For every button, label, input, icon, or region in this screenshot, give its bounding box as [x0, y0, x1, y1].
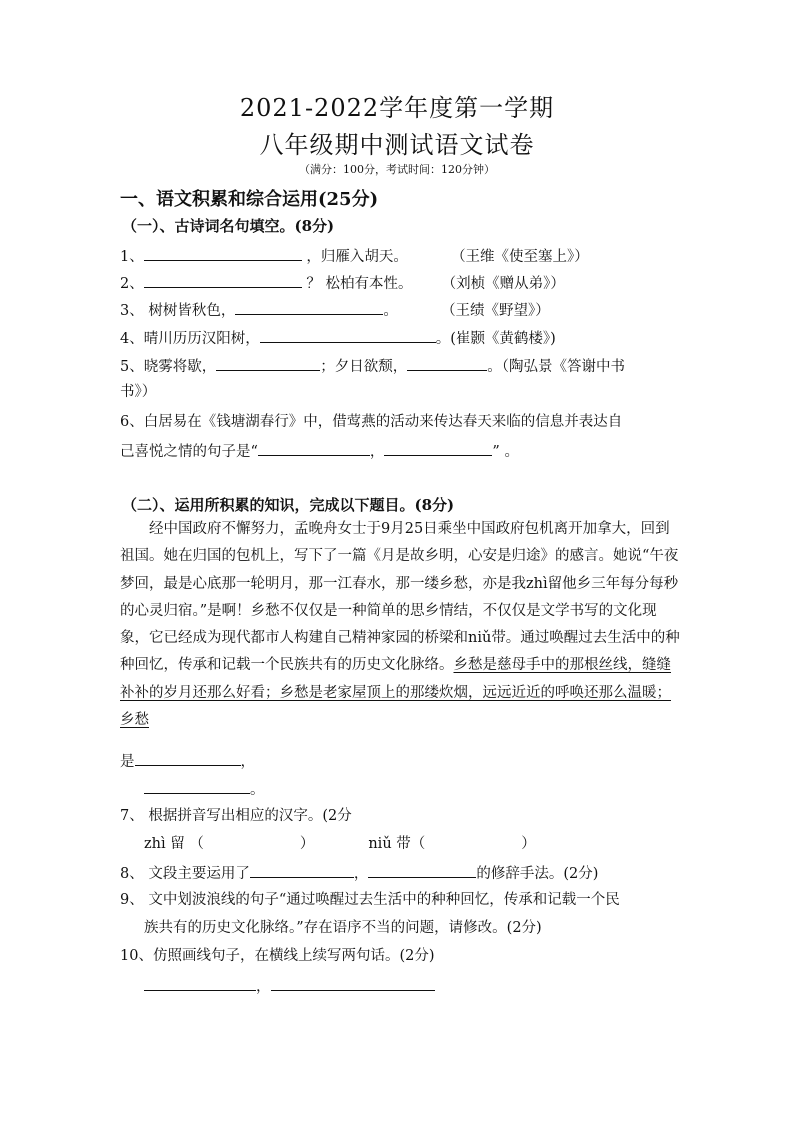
- question-2-number: 2、: [120, 276, 144, 292]
- question-4-source: 。(崔颢《黄鹤楼》): [435, 331, 556, 347]
- question-3-source: （王绩《野望》）: [441, 303, 550, 319]
- question-2-blank[interactable]: [144, 272, 302, 288]
- passage-fill-blank-1[interactable]: [135, 750, 241, 766]
- question-7-zhi-label: zhì 留 （: [144, 836, 204, 852]
- question-6-middle: ，: [369, 444, 385, 460]
- question-7-niu-close: ）: [521, 836, 536, 852]
- question-5-source-continued: 书》）: [120, 384, 157, 400]
- reading-passage-underlined-sentence: 乡愁是慈母手中的那根丝线，缝缝补补的岁月还那么好看；乡愁是老家屋顶上的那缕炊烟，远远近近的呼唤还那么温暖；乡愁: [120, 657, 671, 729]
- question-3-number: 3、: [120, 303, 144, 319]
- question-6-blank-2[interactable]: [384, 440, 492, 456]
- passage-fill-comma: ，: [240, 754, 255, 770]
- passage-fill-line-2: [144, 778, 265, 800]
- question-5-blank-1[interactable]: [216, 355, 320, 371]
- question-1-blank[interactable]: [144, 245, 302, 261]
- question-7-niu-label: niǔ 带（: [368, 836, 426, 852]
- question-7-zhi-close: ）: [299, 836, 315, 852]
- section1-heading: 一、语文积累和综合运用(25分): [120, 189, 379, 210]
- question-3-prefix: 树树皆秋色，: [148, 303, 236, 319]
- question-5-prefix: 晓雾将歇，: [143, 359, 217, 375]
- question-2-source: （刘桢《赠从弟》）: [441, 276, 565, 292]
- question-6-suffix: ” 。: [492, 444, 519, 460]
- question-2: [120, 272, 565, 294]
- question-10-blank-2[interactable]: [271, 975, 435, 991]
- question-1-number: 1、: [120, 249, 144, 265]
- reading-passage-text: 经中国政府不懈努力，孟晚舟女士于9月25日乘坐中国政府包机离开加拿大，回到祖国。她在归国的包机上，写下了一篇《月是故乡明，心安是归途》的感言。她说“午夜梦回，最是心底那一轮明月，那一江春水，那一缕乡愁，亦是我zhì留他乡三年每分每秒的心灵归宿。”是啊！乡愁不仅仅是一种简单的思乡情结，不仅仅是文学书写的文化现象，它已经成为现代都市人构建自己精神家园的桥梁和niǔ带。通过唤醒过去生活中的种种回忆，传承和记载一个民族共有的历史文化脉络。: [120, 521, 680, 674]
- question-8-blank-2[interactable]: [368, 862, 476, 878]
- passage-fill-prefix: 是: [120, 754, 135, 770]
- question-10-blank-1[interactable]: [144, 975, 256, 991]
- question-10: 10、仿照画线句子，在横线上续写两句话。(2分): [120, 948, 435, 964]
- question-9-line2: 族共有的历史文化脉络。”存在语序不当的问题，请修改。(2分): [144, 920, 542, 936]
- question-8-blank-1[interactable]: [250, 862, 354, 878]
- question-6-line2: [120, 440, 519, 462]
- question-5-source: 。（陶弘景《答谢中书: [487, 359, 625, 375]
- question-6-blank-1[interactable]: [258, 440, 370, 456]
- question-4-prefix: 晴川历历汉阳树，: [143, 331, 260, 347]
- question-4-number: 4、: [120, 331, 144, 347]
- exam-title-line2: 八年级期中测试语文试卷: [259, 131, 535, 159]
- exam-title-line1: 2021-2022学年度第一学期: [239, 94, 555, 122]
- question-4-blank[interactable]: [260, 327, 436, 343]
- part1-heading: （一）、古诗词名句填空。(8分): [122, 217, 335, 235]
- question-9-line1: 9、 文中划波浪线的句子“通过唤醒过去生活中的种种回忆，传承和记载一个民: [120, 892, 620, 908]
- passage-fill-line-1: [120, 750, 255, 772]
- question-5-number: 5、: [120, 359, 144, 375]
- question-2-text: ？ 松柏有本性。: [306, 276, 413, 292]
- question-5: [120, 355, 625, 377]
- passage-fill-period: 。: [250, 782, 265, 798]
- question-6-line1: 6、白居易在《钱塘湖春行》中，借莺燕的活动来传达春天来临的信息并表达自: [120, 414, 623, 430]
- question-8-middle: ，: [353, 866, 369, 882]
- question-8-prefix: 8、 文段主要运用了: [120, 866, 250, 882]
- question-1-text: ，归雁入胡天。: [306, 249, 408, 265]
- question-7-answers: [144, 834, 536, 854]
- passage-fill-blank-2[interactable]: [144, 778, 250, 794]
- question-5-middle: ；夕日欲颓，: [320, 359, 408, 375]
- question-6-prefix: 己喜悦之情的句子是“: [120, 444, 258, 460]
- question-8: [120, 862, 598, 884]
- question-10-answer-line: [144, 975, 435, 997]
- question-3-suffix: 。: [383, 303, 398, 319]
- part2-heading: （二）、运用所积累的知识，完成以下题目。(8分): [122, 496, 455, 514]
- exam-score-time-note: （满分：100分，考试时间：120分钟）: [299, 163, 495, 176]
- reading-passage: [120, 516, 680, 734]
- question-1: [120, 245, 589, 267]
- question-5-blank-2[interactable]: [407, 355, 487, 371]
- question-3: [120, 299, 550, 321]
- question-1-source: （王维《使至塞上》）: [451, 249, 589, 265]
- question-7: 7、 根据拼音写出相应的汉字。(2分: [120, 808, 352, 824]
- question-3-blank[interactable]: [235, 299, 383, 315]
- question-10-comma: ，: [256, 979, 271, 995]
- question-8-suffix: 的修辞手法。(2分): [476, 866, 599, 882]
- question-4: [120, 327, 556, 349]
